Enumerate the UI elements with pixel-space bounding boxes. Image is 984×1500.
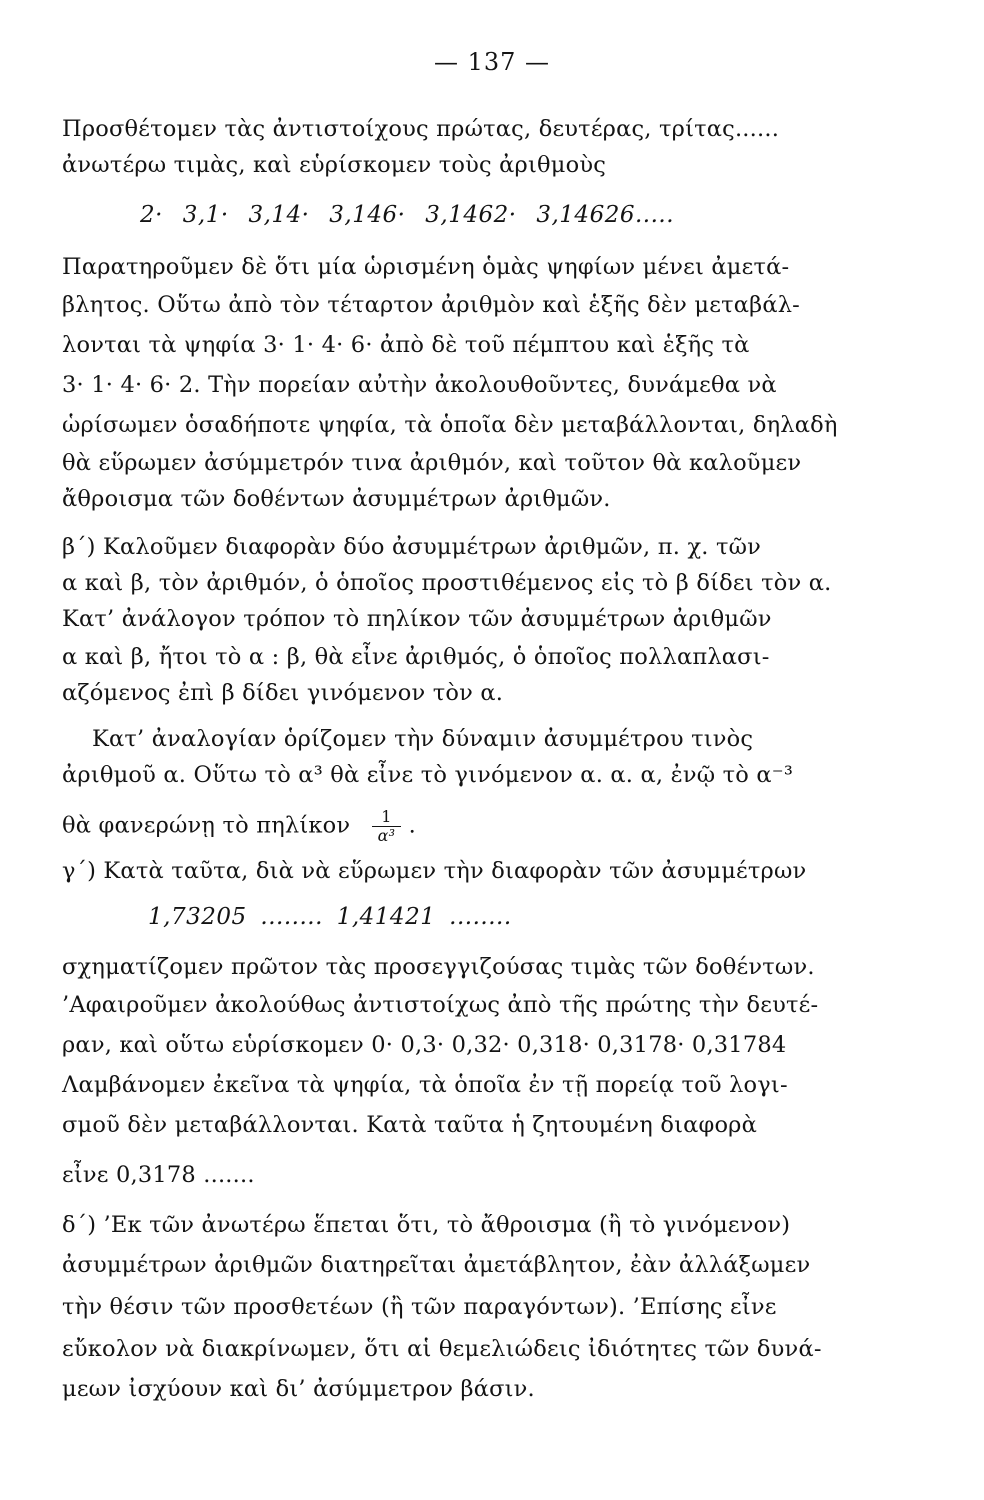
- text-line-10: ἄθροισμα τῶν δοθέντων ἀσυμμέτρων ἀριθμῶν.: [62, 486, 611, 512]
- text-line-9: θὰ εὕρωμεν ἀσύμμετρόν τινα ἀριθμόν, καὶ τοῦτον θὰ καλοῦμεν: [62, 450, 802, 476]
- power-paragraph-line-2: ἀριθμοῦ α. Οὕτω τὸ α³ θὰ εἶνε τὸ γινόμενον α. α. α, ἐνῷ τὸ α⁻³: [62, 762, 794, 788]
- section-beta-line-2: α καὶ β, τὸν ἀριθμόν, ὁ ὁποῖος προστιθέμενος εἰς τὸ β δίδει τὸν α.: [62, 570, 832, 596]
- section-delta-line-3: τὴν θέσιν τῶν προσθετέων (ἢ τῶν παραγόντων). ’Επίσης εἶνε: [62, 1294, 777, 1320]
- page-number: — 137 —: [433, 48, 551, 76]
- section-delta-line-2: ἀσυμμέτρων ἀριθμῶν διατηρεῖται ἀμετάβλητον, ἐὰν ἀλλάξωμεν: [62, 1252, 811, 1278]
- fraction-denominator: α³: [372, 826, 402, 845]
- text-line-8: ὡρίσωμεν ὁσαδήποτε ψηφία, τὰ ὁποῖα δὲν μεταβάλλονται, δηλαδὴ: [62, 412, 838, 438]
- fraction-one-over-a-cubed: [372, 808, 402, 845]
- text-line-7: 3· 1· 4· 6· 2. Τὴν πορείαν αὐτὴν ἀκολουθοῦντες, δυνάμεθα νὰ: [62, 372, 777, 398]
- section-beta-line-3: Κατ’ ἀνάλογον τρόπον τὸ πηλίκον τῶν ἀσυμμέτρων ἀριθμῶν: [62, 606, 772, 632]
- fraction-line: [62, 808, 922, 845]
- text-line-4: Παρατηροῦμεν δὲ ὅτι μία ὡρισμένη ὁμὰς ψηφίων μένει ἀμετά-: [62, 254, 790, 280]
- section-delta-line-4: εὔκολον νὰ διακρίνωμεν, ὅτι αἱ θεμελιώδεις ἰδιότητες τῶν δυνά-: [62, 1336, 822, 1362]
- fraction-numerator: 1: [381, 807, 392, 826]
- section-beta-line-4: α καὶ β, ἤτοι τὸ α : β, θὰ εἶνε ἀριθμός, ὁ ὁποῖος πολλαπλασι-: [62, 644, 770, 670]
- fraction-line-text: θὰ φανερώνῃ τὸ πηλίκον: [62, 812, 351, 839]
- section-delta-line-1: δ΄) ’Εκ τῶν ἀνωτέρω ἕπεται ὅτι, τὸ ἄθροισμα (ἢ τὸ γινόμενον): [62, 1212, 791, 1238]
- section-delta-line-5: μεων ἰσχύουν καὶ δι’ ἀσύμμετρον βάσιν.: [62, 1376, 535, 1402]
- section-gamma-line-4: ’Αφαιροῦμεν ἀκολούθως ἀντιστοίχως ἀπὸ τῆς πρώτης τὴν δευτέ-: [62, 992, 819, 1018]
- section-gamma-line-3: σχηματίζομεν πρῶτον τὰς προσεγγιζούσας τιμὰς τῶν δοθέντων.: [62, 954, 815, 980]
- fraction-trailing-period: .: [408, 812, 416, 839]
- decimal-values-line: 1,73205 ........ 1,41421 ........: [148, 904, 512, 930]
- text-line-2: ἀνωτέρω τιμὰς, καὶ εὑρίσκομεν τοὺς ἀριθμοὺς: [62, 152, 606, 178]
- section-gamma-line-7: σμοῦ δὲν μεταβάλλονται. Κατὰ ταῦτα ἡ ζητουμένη διαφορὰ: [62, 1112, 758, 1138]
- section-gamma-line-1: γ΄) Κατὰ ταῦτα, διὰ νὰ εὕρωμεν τὴν διαφορὰν τῶν ἀσυμμέτρων: [62, 858, 807, 884]
- section-beta-line-5: αζόμενος ἐπὶ β δίδει γινόμενον τὸν α.: [62, 680, 504, 706]
- text-line-1: Προσθέτομεν τὰς ἀντιστοίχους πρώτας, δευτέρας, τρίτας......: [62, 116, 780, 142]
- sequence-line-sum: 2· 3,1· 3,14· 3,146· 3,1462· 3,14626.....: [140, 202, 675, 228]
- section-gamma-line-6: Λαμβάνομεν ἐκεῖνα τὰ ψηφία, τὰ ὁποῖα ἐν τῇ πορείᾳ τοῦ λογι-: [62, 1072, 788, 1098]
- difference-result-line: εἶνε 0,3178 .......: [62, 1162, 255, 1188]
- section-gamma-line-5: ραν, καὶ οὕτω εὑρίσκομεν 0· 0,3· 0,32· 0,318· 0,3178· 0,31784: [62, 1032, 787, 1058]
- power-paragraph-line-1: Κατ’ ἀναλογίαν ὁρίζομεν τὴν δύναμιν ἀσυμμέτρου τινὸς: [92, 726, 754, 752]
- text-line-5: βλητος. Οὕτω ἀπὸ τὸν τέταρτον ἀριθμὸν καὶ ἑξῆς δὲν μεταβάλ-: [62, 292, 800, 318]
- text-line-6: λονται τὰ ψηφία 3· 1· 4· 6· ἀπὸ δὲ τοῦ πέμπτου καὶ ἑξῆς τὰ: [62, 332, 750, 358]
- section-beta-line-1: β΄) Καλοῦμεν διαφορὰν δύο ἀσυμμέτρων ἀριθμῶν, π. χ. τῶν: [62, 534, 762, 560]
